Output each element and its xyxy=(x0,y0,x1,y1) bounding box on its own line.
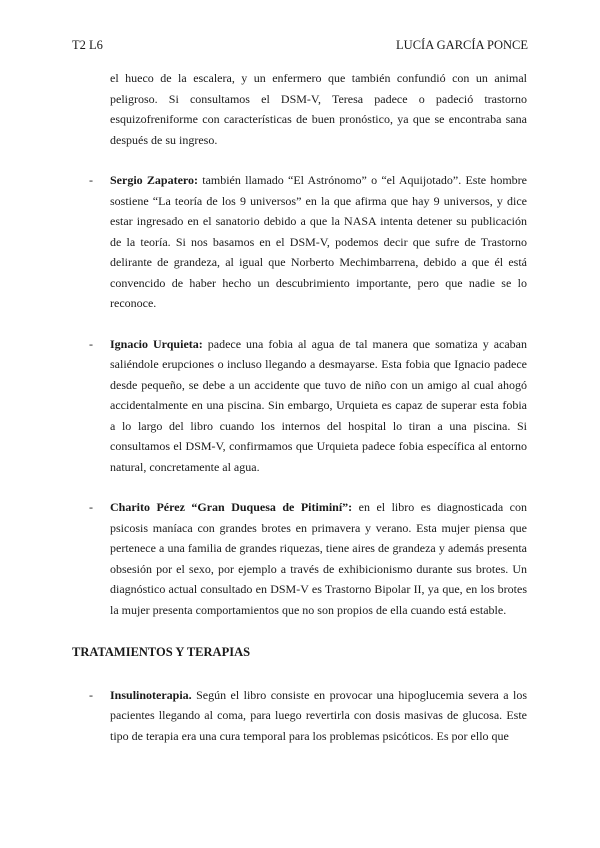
header-author: LUCÍA GARCÍA PONCE xyxy=(396,38,528,52)
intro-paragraph: el hueco de la escalera, y un enfermero que también confundió con un animal peligroso. Si consultamos el DSM-V, Teresa padece o padeció trastorno esquizofreniforme con características de buen pronóstico, ya que se encontraba sana después de su ingreso. xyxy=(110,71,527,147)
page-content xyxy=(72,68,527,746)
list-dash: - xyxy=(89,500,93,514)
character-description: en el libro es diagnosticada con psicosis maníaca con grandes brotes en primavera y verano. Esta mujer piensa que pertenece a una familia de grandes riquezas, tiene aires de grandeza y además presenta obsesión por el sexo, por ejemplo a través de exhibicionismo durante sus brotes. Un diagnóstico actual consultado en DSM-V es Trastorno Bipolar II, ya que, en los brotes la mujer presenta comportamientos que no son propios de ella cuando está estable. xyxy=(110,500,528,617)
treatment-name: Insulinoterapia. xyxy=(110,687,192,702)
character-name: Sergio Zapatero: xyxy=(110,173,198,187)
character-description: también llamado “El Astrónomo” o “el Aquijotado”. Este hombre sostiene “La teoría de los 9 universos” en la que afirma que hay 9 universos, y dice estar ingresado en el sanatorio debido a que la NASA intenta detener su publicación de la teoría. Si nos basamos en el DSM-V, podemos decir que sufre de Trastorno delirante de grandeza, al igual que Norberto Mechimbarrena, debido a que él está convencido de haber hecho un descubrimiento importante, pero que nadie se lo reconoce. xyxy=(110,173,527,310)
header-code: T2 L6 xyxy=(72,38,103,52)
list-item-ignacio-urquieta xyxy=(72,334,527,478)
list-item-insulinoterapia xyxy=(72,685,527,747)
character-name: Charito Pérez “Gran Duquesa de Pitiminí”: xyxy=(110,500,353,514)
list-item-charito-perez xyxy=(72,497,527,620)
list-dash: - xyxy=(89,687,93,702)
list-dash: - xyxy=(89,173,93,187)
page-header xyxy=(72,38,528,54)
character-description: padece una fobia al agua de tal manera que somatiza y acaban saliéndole erupciones o incluso llegando a desmayarse. Esta fobia que Ignacio padece desde pequeño, se debe a un accidente que tuvo de niño con un amigo al cual ahogó accidentalmente en una piscina. Sin embargo, Urquieta es capaz de superar esta fobia a lo largo del libro cuando los internos del hospital lo tiran a una piscina. Si consultamos el DSM-V, confirmamos que Urquieta padece fobia específica al entorno natural, concretamente al agua. xyxy=(110,336,528,474)
list-dash: - xyxy=(89,336,93,351)
section-heading: TRATAMIENTOS Y TERAPIAS xyxy=(72,645,251,659)
character-name: Ignacio Urquieta: xyxy=(110,336,203,351)
treatment-description: Según el libro consiste en provocar una hipoglucemia severa a los pacientes llegando al coma, para luego revertirla con dosis masivas de glucosa. Este tipo de terapia era una cura temporal para los problemas psicóticos. Es por ello que xyxy=(110,687,527,743)
list-item-sergio-zapatero xyxy=(72,170,527,314)
